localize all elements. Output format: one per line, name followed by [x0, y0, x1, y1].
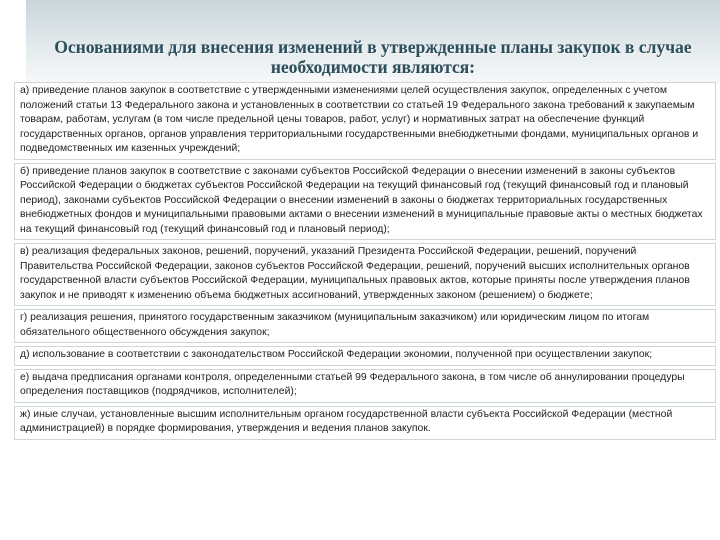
- list-item-v: в) реализация федеральных законов, решений, поручений, указаний Президента Российской Федерации, решений, поручений Правительства Российской Федерации, законов субъектов Российской Федерации, решений, поручений высших исполнительных органов государственной власти субъектов Российской Федерации, муниципальных правовых актов, которые приняты после утверждения планов закупок и не приводят к изменению объема бюджетных ассигнований, утвержденных законом (решением) о бюджете;: [14, 243, 716, 306]
- list-item-e: е) выдача предписания органами контроля, определенными статьей 99 Федерального закона, в том числе об аннулировании процедуры определения поставщиков (подрядчиков, исполнителей);: [14, 369, 716, 403]
- slide-title: Основаниями для внесения изменений в утвержденные планы закупок в случае необходимости являются:: [54, 37, 692, 77]
- list-item-b: б) приведение планов закупок в соответствие с законами субъектов Российской Федерации о внесении изменений в законы субъектов Российской Федерации о бюджетах субъектов Российской Федерации на текущий финансовый год (текущий финансовый год и плановый период), законами субъектов Российской Федерации о внесении изменений в законы о бюджетах территориальных государственных внебюджетных фондов и муниципальными правовыми актами о внесении изменений в муниципальные правовые акты о местных бюджетах на текущий финансовый год (текущий финансовый год и плановый период);: [14, 163, 716, 241]
- grounds-list: [14, 82, 716, 443]
- list-item-g: г) реализация решения, принятого государственным заказчиком (муниципальным заказчиком) или юридическим лицом по итогам обязательного общественного обсуждения закупок;: [14, 309, 716, 343]
- list-item-d: д) использование в соответствии с законодательством Российской Федерации экономии, полученной при осуществлении закупок;: [14, 346, 716, 366]
- list-item-a: а) приведение планов закупок в соответствие с утвержденными изменениями целей осуществления закупок, определенных с учетом положений статьи 13 Федерального закона и установленных в соответствии со статьей 19 Федерального закона требований к закупаемым товарам, работам, услугам (в том числе предельной цены товаров, работ, услуг) и нормативных затрат на обеспечение функций государственных органов, органов управления территориальными государственными внебюджетными фондами, муниципальных органов и подведомственных им казенных учреждений;: [14, 82, 716, 160]
- list-item-zh: ж) иные случаи, установленные высшим исполнительным органом государственной власти субъекта Российской Федерации (местной администрацией) в порядке формирования, утверждения и ведения планов закупок.: [14, 406, 716, 440]
